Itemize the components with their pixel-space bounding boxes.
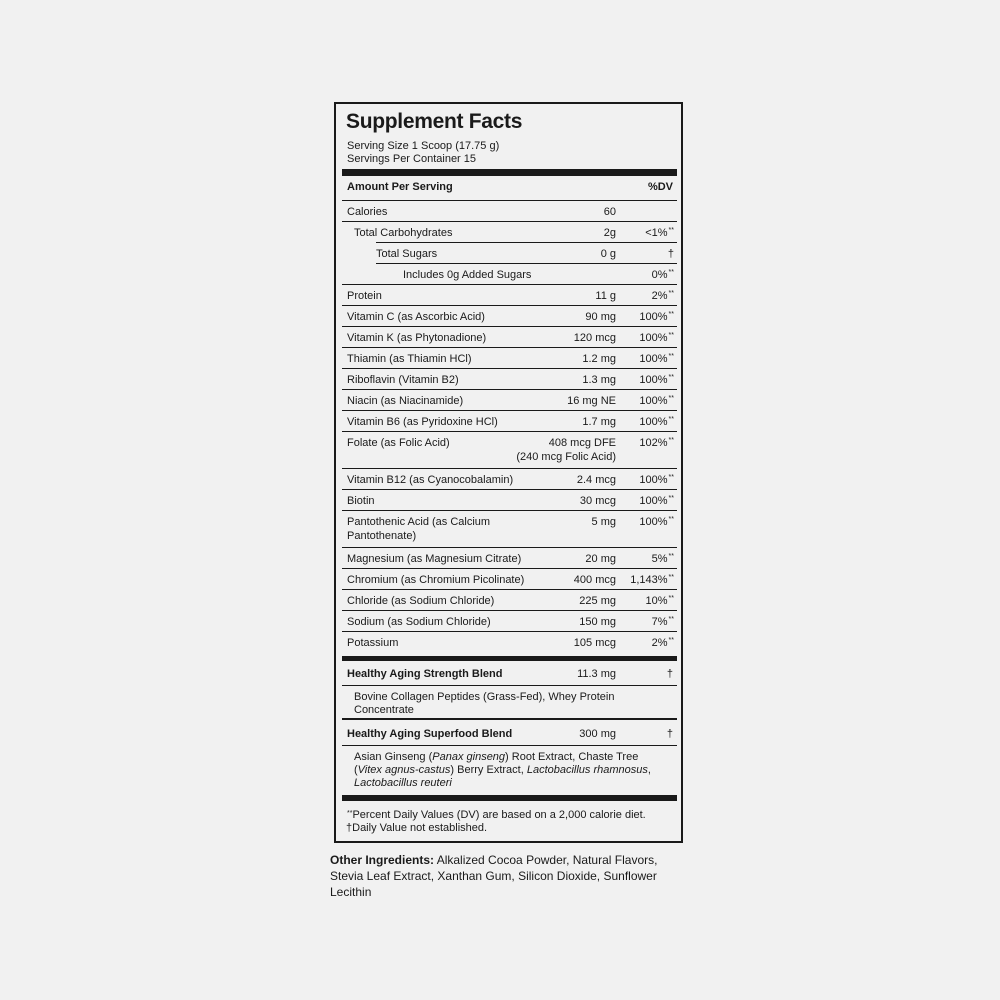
dv-header: %DV xyxy=(647,181,673,193)
row-divider xyxy=(342,389,677,390)
nutrient-amount: 1.2 mg xyxy=(582,353,616,365)
nutrient-name: Pantothenic Acid (as Calcium xyxy=(347,516,491,528)
row-divider xyxy=(342,221,677,222)
nutrient-name: Protein xyxy=(347,290,382,302)
panel-title: Supplement Facts xyxy=(346,110,523,133)
nutrient-amount: 1.7 mg xyxy=(582,416,616,428)
nutrient-amount-note: (240 mcg Folic Acid) xyxy=(516,451,616,463)
nutrient-amount: 120 mcg xyxy=(573,332,616,344)
nutrient-name: Total Carbohydrates xyxy=(354,227,453,239)
nutrient-dv: <1%** xyxy=(645,227,674,239)
row-divider xyxy=(342,326,677,327)
blend-dv: † xyxy=(666,668,673,680)
nutrient-amount: 0 g xyxy=(600,248,616,260)
nutrient-dv: 5%** xyxy=(651,553,674,565)
row-divider xyxy=(342,347,677,348)
row-divider xyxy=(342,589,677,590)
nutrient-amount: 16 mg NE xyxy=(567,395,616,407)
nutrient-amount: 5 mg xyxy=(591,516,616,528)
blend-amount: 11.3 mg xyxy=(577,668,616,680)
row-divider xyxy=(342,200,677,201)
row-divider xyxy=(342,368,677,369)
servings-per-container: Servings Per Container 15 xyxy=(347,153,477,165)
blend-dv: † xyxy=(666,728,673,740)
row-divider xyxy=(342,510,677,511)
other-ingredients-label: Other Ingredients: xyxy=(330,853,435,867)
nutrient-amount: 408 mcg DFE xyxy=(548,437,616,449)
nutrient-dv: † xyxy=(667,248,674,260)
row-divider xyxy=(342,410,677,411)
nutrient-name: Folate (as Folic Acid) xyxy=(347,437,450,449)
nutrient-dv: 1,143%** xyxy=(630,574,674,586)
nutrient-amount: 11 g xyxy=(595,290,616,302)
row-divider xyxy=(376,242,677,243)
blend-ingredients: Bovine Collagen Peptides (Grass-Fed), Whey Protein Concentrate xyxy=(354,691,615,716)
nutrient-amount: 400 mcg xyxy=(573,574,616,586)
nutrient-name: Niacin (as Niacinamide) xyxy=(347,395,464,407)
row-divider xyxy=(342,631,677,632)
row-divider xyxy=(376,263,677,264)
blend-ingredients: Asian Ginseng (Panax ginseng) Root Extract, Chaste Tree (Vitex agnus-castus) Berry Extract, Lactobacillus rhamnosus, Lactobacillus reuteri xyxy=(354,751,651,789)
nutrient-dv: 100%** xyxy=(639,311,674,323)
nutrient-name: Thiamin (as Thiamin HCl) xyxy=(347,353,472,365)
nutrient-name: Riboflavin (Vitamin B2) xyxy=(347,374,459,386)
nutrient-amount: 20 mg xyxy=(585,553,616,565)
nutrient-amount: 225 mg xyxy=(579,595,616,607)
row-divider xyxy=(342,305,677,306)
nutrient-amount: 2g xyxy=(603,227,616,239)
nutrient-name: Biotin xyxy=(347,495,375,507)
nutrient-dv: 100%** xyxy=(639,353,674,365)
serving-size: Serving Size 1 Scoop (17.75 g) xyxy=(347,140,500,152)
row-divider xyxy=(342,431,677,432)
nutrient-name-cont: Pantothenate) xyxy=(347,530,417,542)
nutrient-dv: 100%** xyxy=(639,332,674,344)
nutrient-amount: 90 mg xyxy=(585,311,616,323)
other-ingredients xyxy=(330,852,690,900)
nutrient-name: Vitamin B12 (as Cyanocobalamin) xyxy=(347,474,514,486)
nutrient-name: Sodium (as Sodium Chloride) xyxy=(347,616,491,628)
nutrient-name: Vitamin K (as Phytonadione) xyxy=(347,332,487,344)
amount-per-serving-label: Amount Per Serving xyxy=(347,181,453,193)
nutrient-amount: 105 mcg xyxy=(573,637,616,649)
thick-divider xyxy=(342,169,677,176)
row-divider xyxy=(342,489,677,490)
nutrient-amount: 30 mcg xyxy=(579,495,616,507)
nutrient-name: Includes 0g Added Sugars xyxy=(403,269,532,281)
nutrient-amount: 1.3 mg xyxy=(582,374,616,386)
nutrient-dv: 7%** xyxy=(651,616,674,628)
nutrient-dv: 100%** xyxy=(639,474,674,486)
nutrient-name: Potassium xyxy=(347,637,399,649)
nutrient-amount: 2.4 mcg xyxy=(576,474,616,486)
blend-name: Healthy Aging Superfood Blend xyxy=(347,728,513,740)
nutrient-dv: 2%** xyxy=(651,290,674,302)
row-divider xyxy=(342,547,677,548)
supplement-facts-panel xyxy=(334,102,683,843)
nutrient-dv: 0%** xyxy=(651,269,674,281)
row-divider xyxy=(342,610,677,611)
nutrient-amount: 60 xyxy=(603,206,616,218)
row-divider xyxy=(342,468,677,469)
nutrient-name: Vitamin C (as Ascorbic Acid) xyxy=(347,311,485,323)
nutrient-dv: 102%** xyxy=(639,437,674,449)
blend-name: Healthy Aging Strength Blend xyxy=(347,668,503,680)
nutrient-dv: 100%** xyxy=(639,416,674,428)
nutrient-dv: 10%** xyxy=(645,595,674,607)
dagger-footnote: †Daily Value not established. xyxy=(346,822,488,834)
row-divider xyxy=(342,568,677,569)
nutrient-dv: 2%** xyxy=(651,637,674,649)
thick-divider xyxy=(342,795,677,801)
nutrient-name: Chromium (as Chromium Picolinate) xyxy=(347,574,525,586)
divider xyxy=(342,718,677,720)
thick-divider xyxy=(342,656,677,661)
nutrient-name: Magnesium (as Magnesium Citrate) xyxy=(347,553,522,565)
nutrient-dv: 100%** xyxy=(639,516,674,528)
nutrient-name: Calories xyxy=(347,206,388,218)
nutrient-name: Total Sugars xyxy=(376,248,438,260)
other-ingredients-text: Alkalized Cocoa Powder, Natural Flavors, Stevia Leaf Extract, Xanthan Gum, Silicon Dioxide, Sunflower Lecithin xyxy=(330,853,658,899)
nutrient-name: Vitamin B6 (as Pyridoxine HCl) xyxy=(347,416,498,428)
dv-footnote: **Percent Daily Values (DV) are based on a 2,000 calorie diet. xyxy=(347,809,646,821)
nutrient-dv: 100%** xyxy=(639,495,674,507)
nutrient-dv: 100%** xyxy=(639,395,674,407)
nutrient-amount: 150 mg xyxy=(579,616,616,628)
row-divider xyxy=(342,284,677,285)
row-divider xyxy=(342,685,677,686)
nutrient-name: Chloride (as Sodium Chloride) xyxy=(347,595,495,607)
row-divider xyxy=(342,745,677,746)
nutrient-dv: 100%** xyxy=(639,374,674,386)
blend-amount: 300 mg xyxy=(579,728,616,740)
